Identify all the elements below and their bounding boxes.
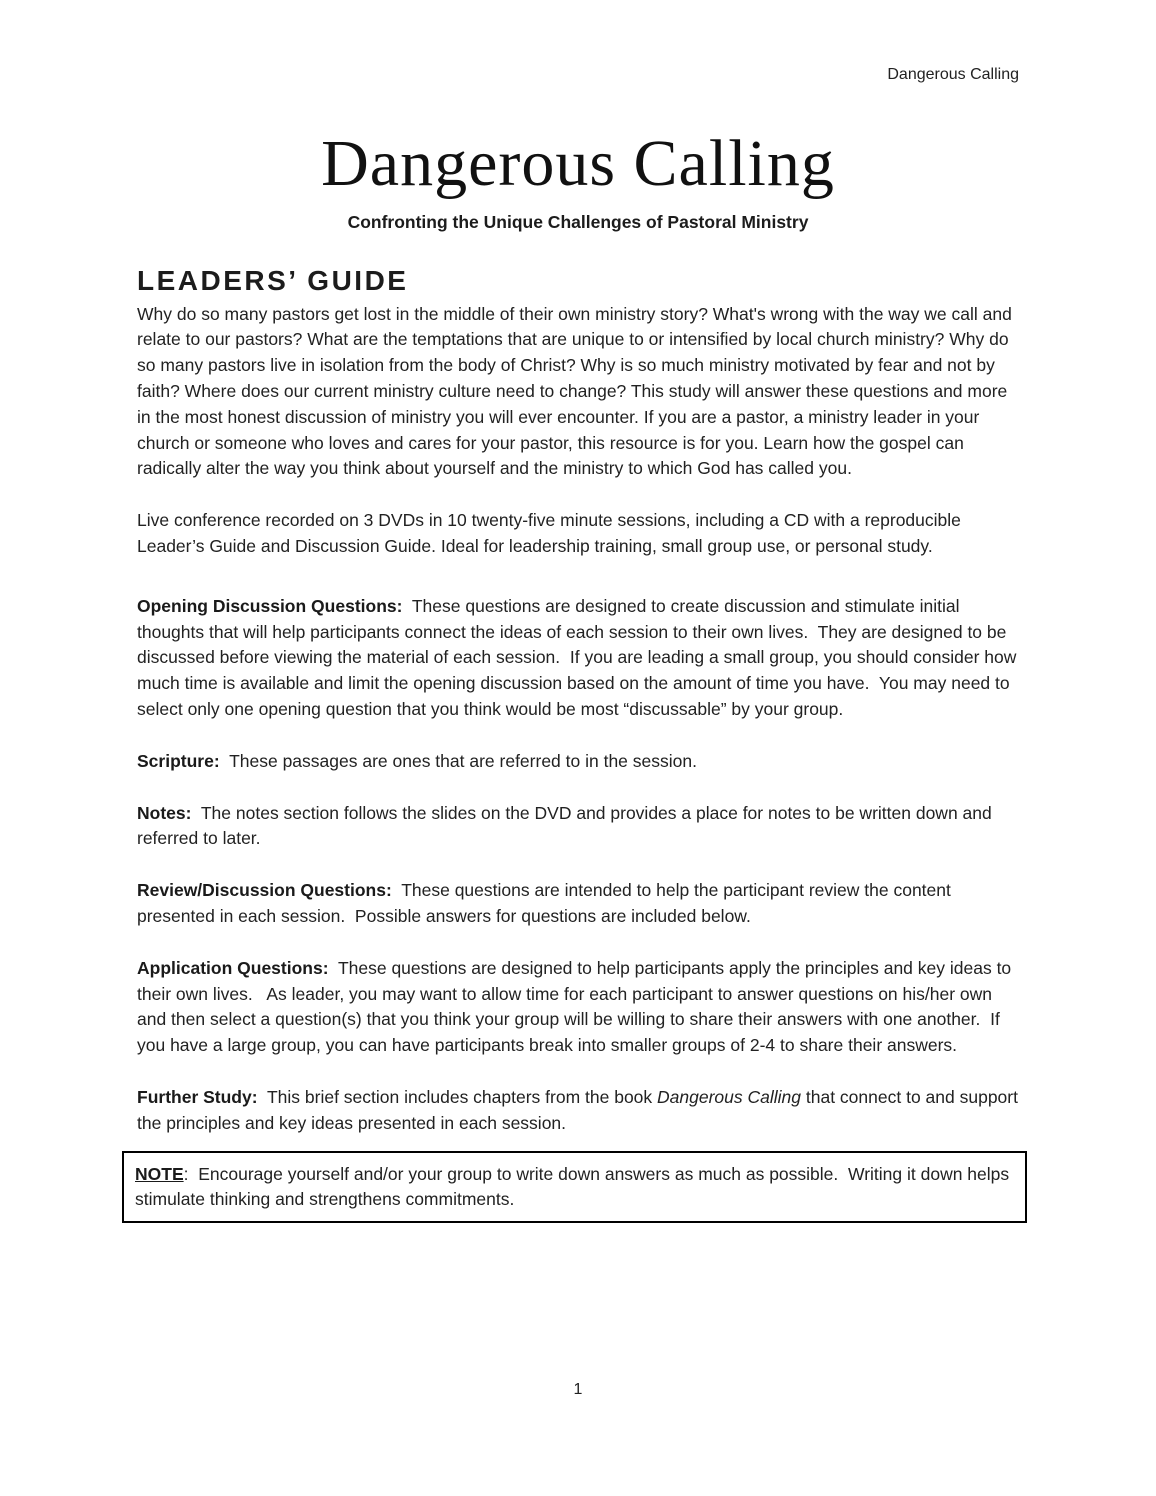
section-label-further-study: Further Study: — [137, 1086, 258, 1107]
note-text: : Encourage yourself and/or your group to write down answers as much as possible. Writing it down helps stimulate thinking and strengthens commitments. — [135, 1163, 1015, 1210]
section-label-opening-discussion: Opening Discussion Questions: — [137, 595, 403, 616]
section-scripture — [137, 749, 1019, 775]
running-header: Dangerous Calling — [887, 66, 1019, 83]
section-label-application: Application Questions: — [137, 957, 329, 978]
section-text-notes: The notes section follows the slides on the DVD and provides a place for notes to be written down and referred to later. — [137, 802, 997, 849]
conference-paragraph: Live conference recorded on 3 DVDs in 10 twenty-five minute sessions, including a CD with a reproducible Leader’s Guide and Discussion Guide. Ideal for leadership training, small group use, or personal study. — [137, 510, 966, 556]
section-text-opening-discussion: These questions are designed to create discussion and stimulate initial thoughts that will help participants connect the ideas of each session to their own lives. They are designed to be discussed before viewing the material of each session. If you are leading a small group, you should consider how much time is available and limit the opening discussion based on the amount of time you have. You may need to select only one opening question that you think would be most “discussable” by your group. — [137, 595, 1022, 719]
document-title: Dangerous Calling — [321, 127, 835, 200]
section-text-further-study-after: that connect to and support the principles and key ideas presented in each session. — [137, 1086, 1023, 1133]
section-further-study — [137, 1085, 1023, 1137]
section-text-application: These questions are designed to help participants apply the principles and key ideas to their own lives. As leader, you may want to allow time for each participant to answer questions on his/her own and then select a question(s) that you think your group will be willing to share their answers with one another. If you have a large group, you can have participants break into smaller groups of 2-4 to share their answers. — [137, 957, 1017, 1056]
section-label-scripture: Scripture: — [137, 750, 220, 771]
section-text-further-study-before: This brief section includes chapters from the book — [257, 1086, 658, 1107]
section-notes — [137, 801, 1019, 853]
document-subtitle: Confronting the Unique Challenges of Pastoral Ministry — [347, 211, 809, 232]
leaders-guide-heading: LEADERS’ GUIDE — [137, 264, 409, 296]
section-text-scripture: These passages are ones that are referred to in the session. — [219, 750, 697, 771]
note-label: NOTE — [135, 1163, 184, 1184]
intro-paragraph: Why do so many pastors get lost in the middle of their own ministry story? What's wrong with the way we call and relate to our pastors? What are the temptations that are unique to or intensified by local church ministry? Why do so many pastors live in isolation from the body of Christ? Why is so much ministry motivated by fear and not by faith? Where does our current ministry culture need to change? This study will answer these questions and more in the most honest discussion of ministry you will ever encounter. If you are a pastor, a ministry leader in your church or someone who loves and cares for your pastor, this resource is for you. Learn how the gospel can radically alter the way you think about yourself and the ministry to which God has called you. — [137, 303, 1017, 479]
section-opening-discussion-questions — [137, 594, 1022, 723]
note-paragraph — [135, 1162, 1013, 1214]
note-box — [122, 1151, 1027, 1224]
book-title-italic: Dangerous Calling — [657, 1086, 802, 1107]
page-number: 1 — [573, 1381, 583, 1398]
section-application-questions — [137, 956, 1019, 1059]
section-review-discussion-questions — [137, 878, 1019, 930]
section-label-notes: Notes: — [137, 802, 192, 823]
section-text-review-discussion: These questions are intended to help the participant review the content presented in each session. Possible answers for questions are included below. — [137, 880, 956, 926]
section-label-review-discussion: Review/Discussion Questions: — [137, 880, 392, 901]
